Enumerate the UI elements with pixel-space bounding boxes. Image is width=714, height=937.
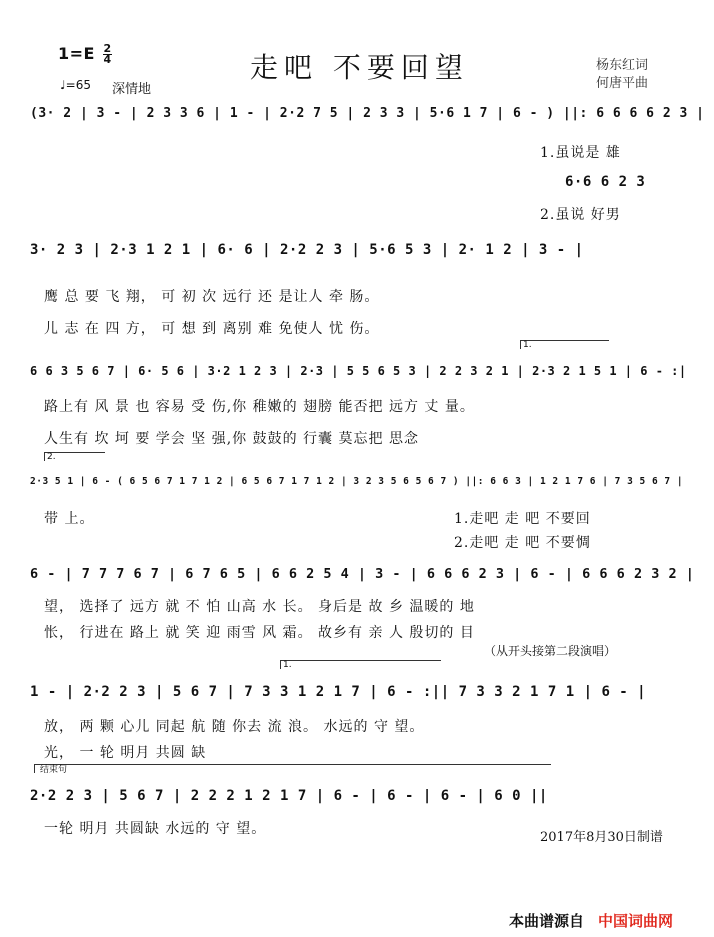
time-top: 2 [103, 42, 112, 55]
composer-credit: 何唐平曲 [596, 76, 649, 91]
lyric-chorus-2: 2.走吧 走 吧 不要惆 [454, 535, 591, 551]
volta-label-2: 2. [47, 452, 56, 462]
lyric-line-2-verse-1: 鹰 总 要 飞 翔， 可 初 次 远行 还 是让人 牵 肠。 [44, 289, 380, 305]
lyric-chorus-1: 1.走吧 走 吧 不要回 [454, 511, 591, 527]
song-title: 走吧 不要回望 [250, 51, 469, 84]
key-signature [58, 44, 112, 65]
lyric-line-1-verse-2: 2.虽说 好男 [540, 207, 621, 223]
notation-line-2: 3· 2 3 | 2·3 1 2 1 | 6· 6 | 2·2 2 3 | 5·6 5 3 | 2· 1 2 | 3 - | [30, 242, 584, 258]
lyric-line-5-verse-2: 怅， 行进在 路上 就 笑 迎 雨雪 风 霜。 故乡有 亲 人 殷切的 目 [44, 625, 475, 641]
lyric-line-7: 一轮 明月 共圆缺 水远的 守 望。 [44, 821, 267, 837]
lyricist-credit: 杨东红词 [596, 58, 649, 73]
lyric-line-4-verse-1: 带 上。 [44, 511, 95, 527]
lyric-line-2-verse-2: 儿 志 在 四 方， 可 想 到 离别 难 免使人 忧 伤。 [44, 321, 380, 337]
volta-label-1: 1. [523, 340, 532, 350]
lyric-line-3-verse-2: 人生有 坎 坷 要 学会 坚 强,你 鼓鼓的 行囊 莫忘把 思念 [44, 431, 419, 447]
coda-bracket [34, 764, 551, 773]
volta-bracket-1 [520, 340, 609, 349]
volta-bracket-3 [280, 660, 441, 669]
coda-label: 结束句 [40, 765, 68, 775]
transcription-date: 2017年8月30日制谱 [540, 830, 663, 845]
expression-mark: 深情地 [112, 82, 152, 97]
time-bottom: 4 [103, 53, 112, 66]
tempo-mark: ♩=65 [60, 78, 91, 92]
lyric-line-1-verse-1: 1.虽说是 雄 [540, 145, 621, 161]
source-credit [509, 910, 673, 931]
notation-line-1-alt: 6·6 6 2 3 [565, 174, 646, 190]
notation-line-1: (3· 2 | 3 - | 2 3 3 6 | 1 - | 2·2 7 5 | 2 3 3 | 5·6 1 7 | 6 - ) ||: 6 6 6 6 2 3 | [30, 106, 705, 121]
volta-label-3: 1. [283, 660, 292, 670]
time-signature [103, 44, 112, 65]
notation-line-6: 1 - | 2·2 2 3 | 5 6 7 | 7 3 3 1 2 1 7 | 6 - :|| 7 3 3 2 1 7 1 | 6 - | [30, 684, 647, 700]
performance-note: （从开头接第二段演唱） [484, 644, 617, 658]
lyric-line-6-verse-2: 光， 一 轮 明月 共圆 缺 [44, 745, 207, 761]
notation-line-3: 6 6 3 5 6 7 | 6· 5 6 | 3·2 1 2 3 | 2·3 | 5 5 6 5 3 | 2 2 3 2 1 | 2·3 2 1 5 1 | 6 - :| [30, 364, 687, 378]
key-label: 1=E [58, 44, 95, 63]
notation-line-7: 2·2 2 3 | 5 6 7 | 2 2 2 1 2 1 7 | 6 - | 6 - | 6 - | 6 0 || [30, 788, 548, 804]
lyric-line-5-verse-1: 望， 选择了 远方 就 不 怕 山高 水 长。 身后是 故 乡 温暖的 地 [44, 599, 475, 615]
notation-line-4: 2·3 5 1 | 6 - ( 6 5 6 7 1 7 1 2 | 6 5 6 7 1 7 1 2 | 3 2 3 5 6 5 6 7 ) ||: 6 6 3 | 1 2 1 7 6 | 7 3 5 6 7 | [30, 476, 684, 487]
source-label: 本曲谱源自 [509, 912, 585, 930]
source-site-link[interactable]: 中国词曲网 [598, 912, 674, 930]
lyric-line-3-verse-1: 路上有 风 景 也 容易 受 伤,你 稚嫩的 翅膀 能否把 远方 丈 量。 [44, 399, 475, 415]
notation-line-5: 6 - | 7 7 7 6 7 | 6 7 6 5 | 6 6 2 5 4 | 3 - | 6 6 6 2 3 | 6 - | 6 6 6 2 3 2 | [30, 566, 695, 582]
lyric-line-6-verse-1: 放， 两 颗 心儿 同起 航 随 你去 流 浪。 水远的 守 望。 [44, 719, 425, 735]
